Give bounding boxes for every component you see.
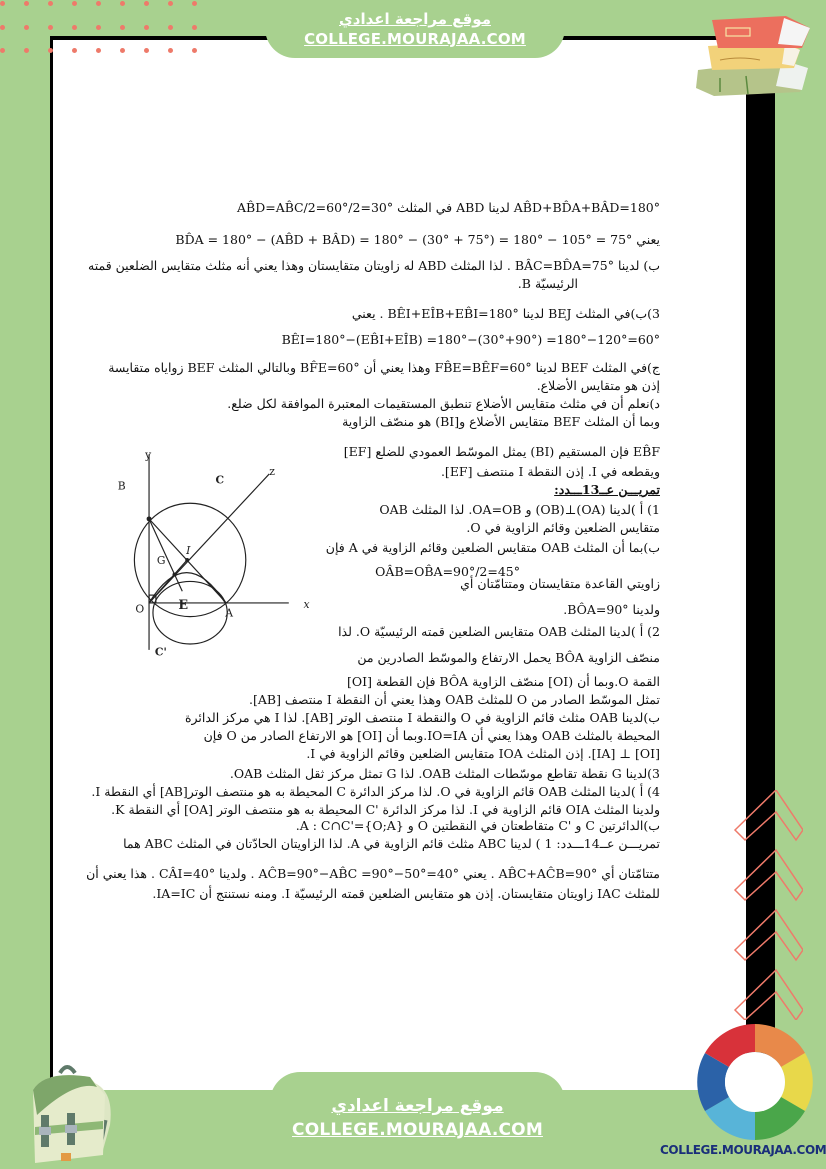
backpack-icon [15, 1055, 115, 1165]
dot [48, 1, 53, 6]
document-line: القمة O.وبما أن (OI] منصّف الزاوية BÔA فإن القطعة [OI] [346, 674, 660, 689]
document-line: [OI] ⊥ [IA]. إذن المثلث IOA متقايس الضلعين وقائم الزاوية في I. [306, 746, 660, 761]
document-line: 3)لدينا G نقطة تقاطع موسّطات المثلث OAB. لذا G تمثل مركز ثقل المثلث OAB. [229, 766, 660, 781]
dot [120, 1, 125, 6]
site-banner-top[interactable] [265, 0, 565, 58]
dot [0, 48, 5, 53]
dot [48, 48, 53, 53]
document-line: OÂB=OB̂A=90°/2=45° [375, 564, 520, 579]
document-line: EB̂F فإن المستقيم (BI) يمثل الموسّط العمودي للضلع [EF] [343, 444, 660, 459]
label-y: y [145, 448, 152, 462]
dot [192, 25, 197, 30]
dot [120, 25, 125, 30]
document-line: 3)ب)في المثلث BEJ لدينا BÊI+EÎB+EB̂I=180° . يعني [351, 306, 660, 321]
label-circle-c-prime: C' [154, 645, 167, 659]
dot [24, 1, 29, 6]
dot [120, 48, 125, 53]
document-line: 4) أ )لدينا المثلث OAB قائم الزاوية في O. لذا مركز الدائرة C المحيطة به هو منتصف الوتر[AB] أي النقطة I. [91, 784, 660, 799]
dot [24, 25, 29, 30]
dot [168, 25, 173, 30]
document-line: تمريـــن عــ14ـــدد: 1 ) لدينا ABC مثلث قائم الزاوية في A. لذا الزاويتان الحادّتان في المثلث ABC هما [123, 836, 660, 851]
dot [96, 48, 101, 53]
document-line: ب) لدينا BÂC=BD̂A=75° . لذا المثلث ABD له زاويتان متقايستان وهذا يعني أنه مثلث متقايس الضلعين قمته [88, 258, 660, 273]
document-line: ب)لدينا OAB مثلث قائم الزاوية في O والنقطة I منتصف الوتر [AB]. لذا I هي مركز الدائرة [184, 710, 660, 725]
dot [0, 1, 5, 6]
dot [0, 25, 5, 30]
document-line: 2) أ )لدينا المثلث OAB متقايس الضلعين قمته الرئيسيّة O. لذا [338, 624, 660, 639]
site-url-footer[interactable]: COLLEGE.MOURAJAA.COM [292, 1120, 543, 1140]
dot [48, 25, 53, 30]
dot [96, 1, 101, 6]
background-left [0, 0, 50, 1169]
dot [144, 48, 149, 53]
document-line: 1) أ )لدينا (OA)⊥(OB) و OA=OB. لذا المثلث OAB [379, 502, 660, 517]
site-url[interactable]: COLLEGE.MOURAJAA.COM [304, 30, 526, 48]
document-line: المحيطة بالمثلث OAB وهذا يعني أن IO=IA.وبما أن [OI] هو الارتفاع الصادر من O فإن [203, 728, 660, 743]
document-line: للمثلث IAC زاويتان متقايستان. إذن هو متقايس الضلعين قمته الرئيسيّة I. ومنه نستنتج أن IA=IC. [152, 886, 660, 901]
dot [72, 1, 77, 6]
dot [24, 48, 29, 53]
site-banner-bottom[interactable] [270, 1072, 565, 1169]
geometry-figure [108, 442, 323, 672]
subjects-wheel-logo [695, 1022, 815, 1142]
document-line: ج)في المثلث BEF لدينا FB̂E=BÊF=60° وهذا يعني أن BF̂E=60° وبالتالي المثلث BEF زواياه متقايسة [108, 360, 660, 375]
document-line: ب)بما أن المثلث OAB متقايس الضلعين وقائم الزاوية في A فإن [325, 540, 660, 555]
books-stack-icon [690, 8, 820, 96]
dot [72, 48, 77, 53]
label-e: E [178, 596, 189, 612]
dot [144, 25, 149, 30]
document-line: منصّف الزاوية BÔA يحمل الارتفاع والموسّط الصادرين من [357, 650, 660, 665]
document-line: وبما أن المثلث BEF متقايس الأضلاع و[BI) هو منصّف الزاوية [342, 414, 660, 429]
document-line: إذن هو متقايس الأضلاع. [536, 378, 660, 393]
dot [168, 1, 173, 6]
document-line: متتامّتان أي AB̂C+AĈB=90° . يعني AĈB=90°−AB̂C =90°−50°=40° . ولدينا CÂI=40° . هذا يعني أن [86, 866, 660, 881]
label-o: O [135, 602, 145, 616]
document-line: يعني BD̂A = 180° − (AB̂D + BÂD) = 180° − (30° + 75°) = 180° − 105° = 75° [175, 232, 660, 247]
logo-label[interactable]: COLLEGE.MOURAJAA.COM [660, 1143, 826, 1157]
document-line: زاويتي القاعدة متقايستان ومتتامّتان أي [460, 576, 660, 591]
label-x: x [303, 597, 310, 611]
label-circle-c: C [215, 473, 225, 487]
label-i: I [186, 544, 191, 558]
document-line: الرئيسيّة B. [517, 276, 578, 291]
document-line: متقايس الضلعين وقائم الزاوية في O. [466, 520, 660, 535]
document-line: ولدينا المثلث OIA قائم الزاوية في I. لذا مركز الدائرة 'C المحيطة به هو منتصف الوتر [OA] أي النقطة K. [111, 802, 660, 817]
label-a: A [225, 606, 234, 620]
document-line: AB̂D+BD̂A+BÂD=180° لدينا ABD في المثلث AB̂D=AB̂C/2=60°/2=30° [237, 200, 660, 215]
label-g: G [156, 553, 166, 567]
chevron-up-pattern [733, 790, 803, 1020]
document-line: تمريـــن عــ13ـــدد: [554, 482, 660, 497]
dot [96, 25, 101, 30]
dot [72, 25, 77, 30]
document-line: ب)الدائرتين C و 'C متقاطعتان في النقطتين O و A : C∩C'={O;A}. [295, 818, 660, 833]
dot [192, 1, 197, 6]
document-line: د)نعلم أن في مثلث متقايس الأضلاع تنطبق المستقيمات المعتبرة الموافقة لكل ضلع. [227, 396, 660, 411]
label-z: z [269, 464, 275, 478]
dot [192, 48, 197, 53]
dot-grid-pattern [0, 0, 200, 52]
dot [168, 48, 173, 53]
document-line: ويقطعه في I. إذن النقطة I منتصف [EF]. [440, 464, 660, 479]
site-name-arabic-footer[interactable]: موقع مراجعة اعدادي [331, 1096, 504, 1116]
site-name-arabic[interactable]: موقع مراجعة اعدادي [339, 10, 491, 28]
label-b: B [117, 479, 126, 493]
document-line: ولدينا BÔA=90°. [563, 602, 660, 617]
dot [144, 1, 149, 6]
document-line: BÊI=180°−(EB̂I+EÎB) =180°−(30°+90°) =180°−120°=60° [281, 332, 660, 347]
document-line: تمثل الموسّط الصادر من O للمثلث OAB وهذا يعني أن النقطة I منتصف [AB]. [248, 692, 660, 707]
